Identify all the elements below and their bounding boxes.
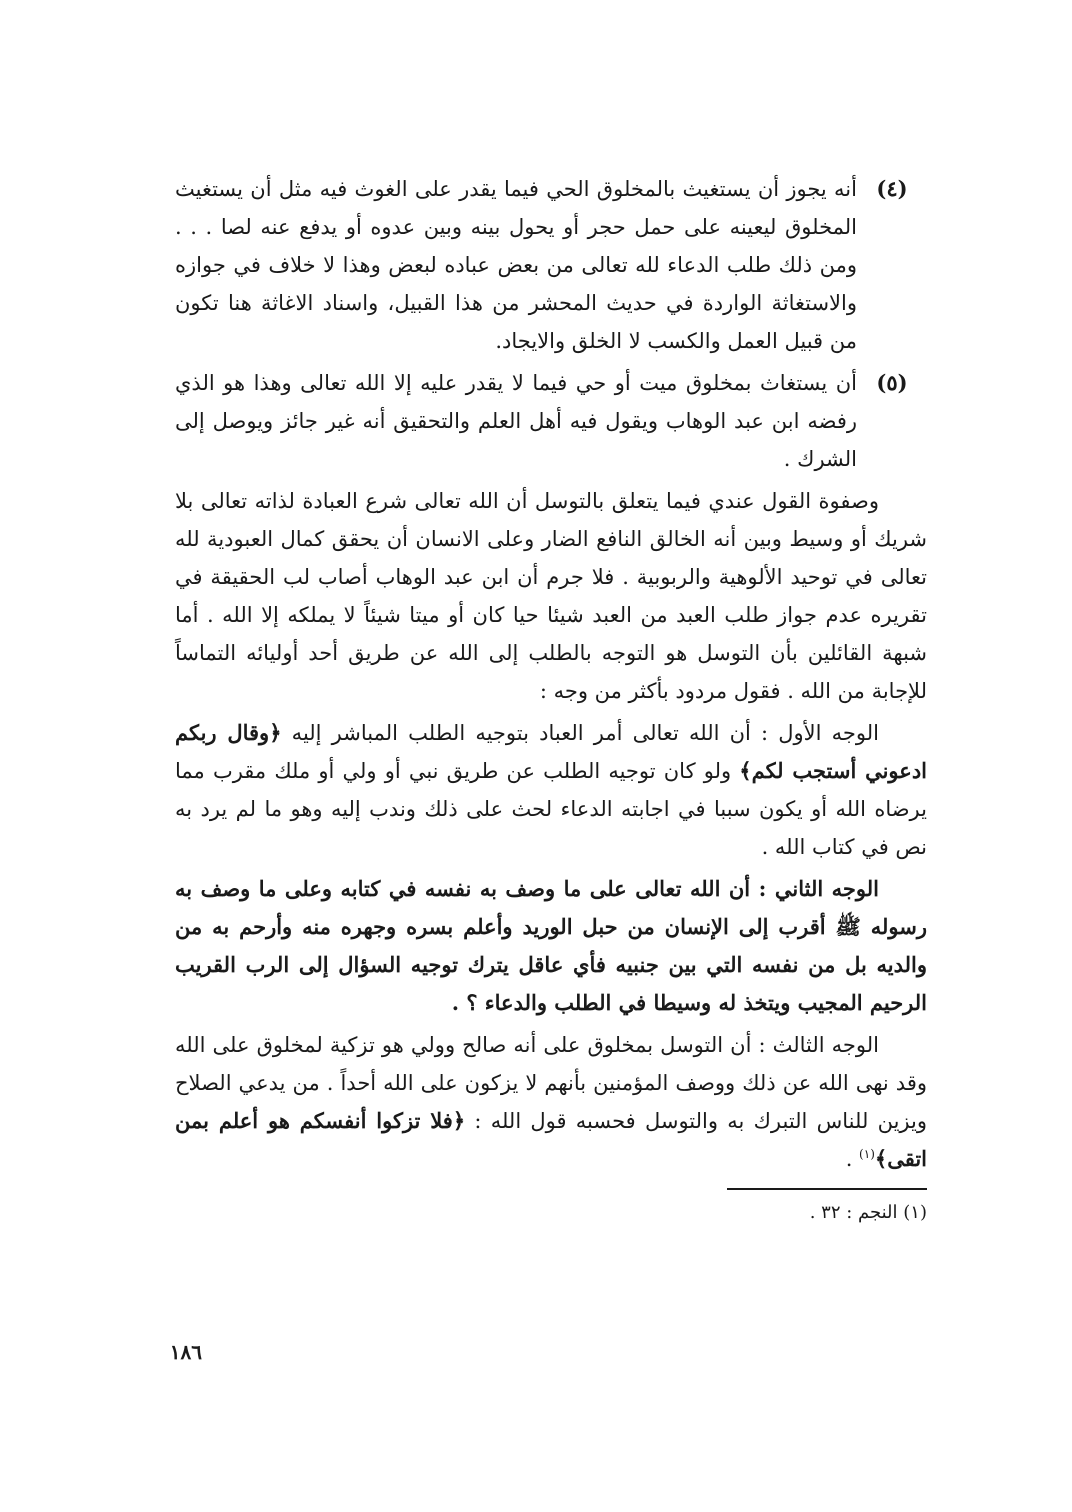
- third-aspect-paragraph: [175, 1026, 927, 1178]
- footnote: (١) النجم : ٣٢ .: [809, 1202, 927, 1223]
- second-aspect-lead: الوجه الثاني :: [750, 876, 879, 901]
- quran-bracket-close: ﴾: [874, 1146, 888, 1171]
- quran-verse: فلا تزكوا أنفسكم هو أعلم بمن اتقى: [175, 1108, 927, 1171]
- second-aspect-text: أن الله تعالى على ما وصف به نفسه في كتابه وعلى ما وصف به رسوله ﷺ أقرب إلى الإنسان من حبل الوريد وأعلم بسره وجهره منه وأرحم به من والديه بل من نفسه التي بين جنبيه فأي عاقل يترك توجيه السؤال إلى الرب القريب الرحيم المجيب ويتخذ له وسيطا في الطلب والدعاء ؟ .: [175, 876, 927, 1015]
- summary-paragraph: وصفوة القول عندي فيما يتعلق بالتوسل أن الله تعالى شرع العبادة لذاته تعالى بلا شريك أو وسيط وبين أنه الخالق النافع الضار وعلى الانسان أن يحقق كمال العبودية لله تعالى في توحيد الألوهية والربوبية . فلا جرم أن ابن عبد الوهاب أصاب لب الحقيقة في تقريره عدم جواز طلب العبد من العبد شيئا حيا كان أو ميتا شيئاً لا يملكه إلا الله . أما شبهة القائلين بأن التوسل هو التوجه بالطلب إلى الله عن طريق أحد أوليائه التماساً للإجابة من الله . فقول مردود بأكثر من وجه :: [175, 489, 927, 703]
- item-text: أنه يجوز أن يستغيث بالمخلوق الحي فيما يقدر على الغوث فيه مثل أن يستغيث المخلوق ليعينه على حمل حجر أو يحول بينه وبين عدوه أو يدفع عنه لصا . . . ومن ذلك طلب الدعاء لله تعالى من بعض عباده لبعض وهذا لا خلاف في جوازه والاستغاثة الواردة في حديث المحشر من هذا القبيل، واسناد الاغاثة هنا تكون من قبيل العمل والكسب لا الخلق والايجاد.: [175, 177, 857, 353]
- quran-bracket-open: ﴿: [269, 720, 282, 745]
- quran-bracket-close: ﴾: [739, 758, 752, 783]
- first-aspect-paragraph: [175, 714, 927, 866]
- page-body: [175, 170, 927, 1228]
- third-aspect-end: .: [845, 1147, 860, 1171]
- first-aspect-lead: الوجه الأول : أن الله تعالى أمر العباد بتوجيه الطلب المباشر إليه: [281, 721, 879, 745]
- second-aspect-paragraph: [175, 870, 927, 1022]
- quran-verse: وقال ربكم ادعوني أستجب لكم: [175, 720, 928, 783]
- footnote-reference: (١): [859, 1147, 875, 1161]
- item-number: (٤): [876, 176, 908, 201]
- footnote-divider: [727, 1188, 927, 1190]
- item-number: (٥): [876, 370, 908, 395]
- third-aspect-lead: الوجه الثالث : أن التوسل بمخلوق على أنه صالح وولي هو تزكية لمخلوق على الله وقد نهى الله عن ذلك ووصف المؤمنين بأنهم لا يزكون على الله أحداً . من يدعي الصلاح ويزين للناس التبرك به والتوسل فحسبه قول الله :: [175, 1033, 927, 1133]
- page-number: ١٨٦: [169, 1340, 202, 1364]
- first-aspect-rest: ولو كان توجيه الطلب عن طريق نبي أو ولي أو ملك مقرب مما يرضاه الله أو يكون سببا في اجابته الدعاء لحث على ذلك وندب إليه وهو ما لم يرد به نص في كتاب الله .: [175, 759, 927, 859]
- numbered-item: [175, 364, 927, 478]
- quran-bracket-open: ﴿: [452, 1108, 466, 1133]
- numbered-item: [175, 170, 927, 360]
- item-text: أن يستغاث بمخلوق ميت أو حي فيما لا يقدر عليه إلا الله تعالى وهذا هو الذي رفضه ابن عبد الوهاب ويقول فيه أهل العلم والتحقيق أنه غير جائز ويوصل إلى الشرك .: [175, 371, 857, 471]
